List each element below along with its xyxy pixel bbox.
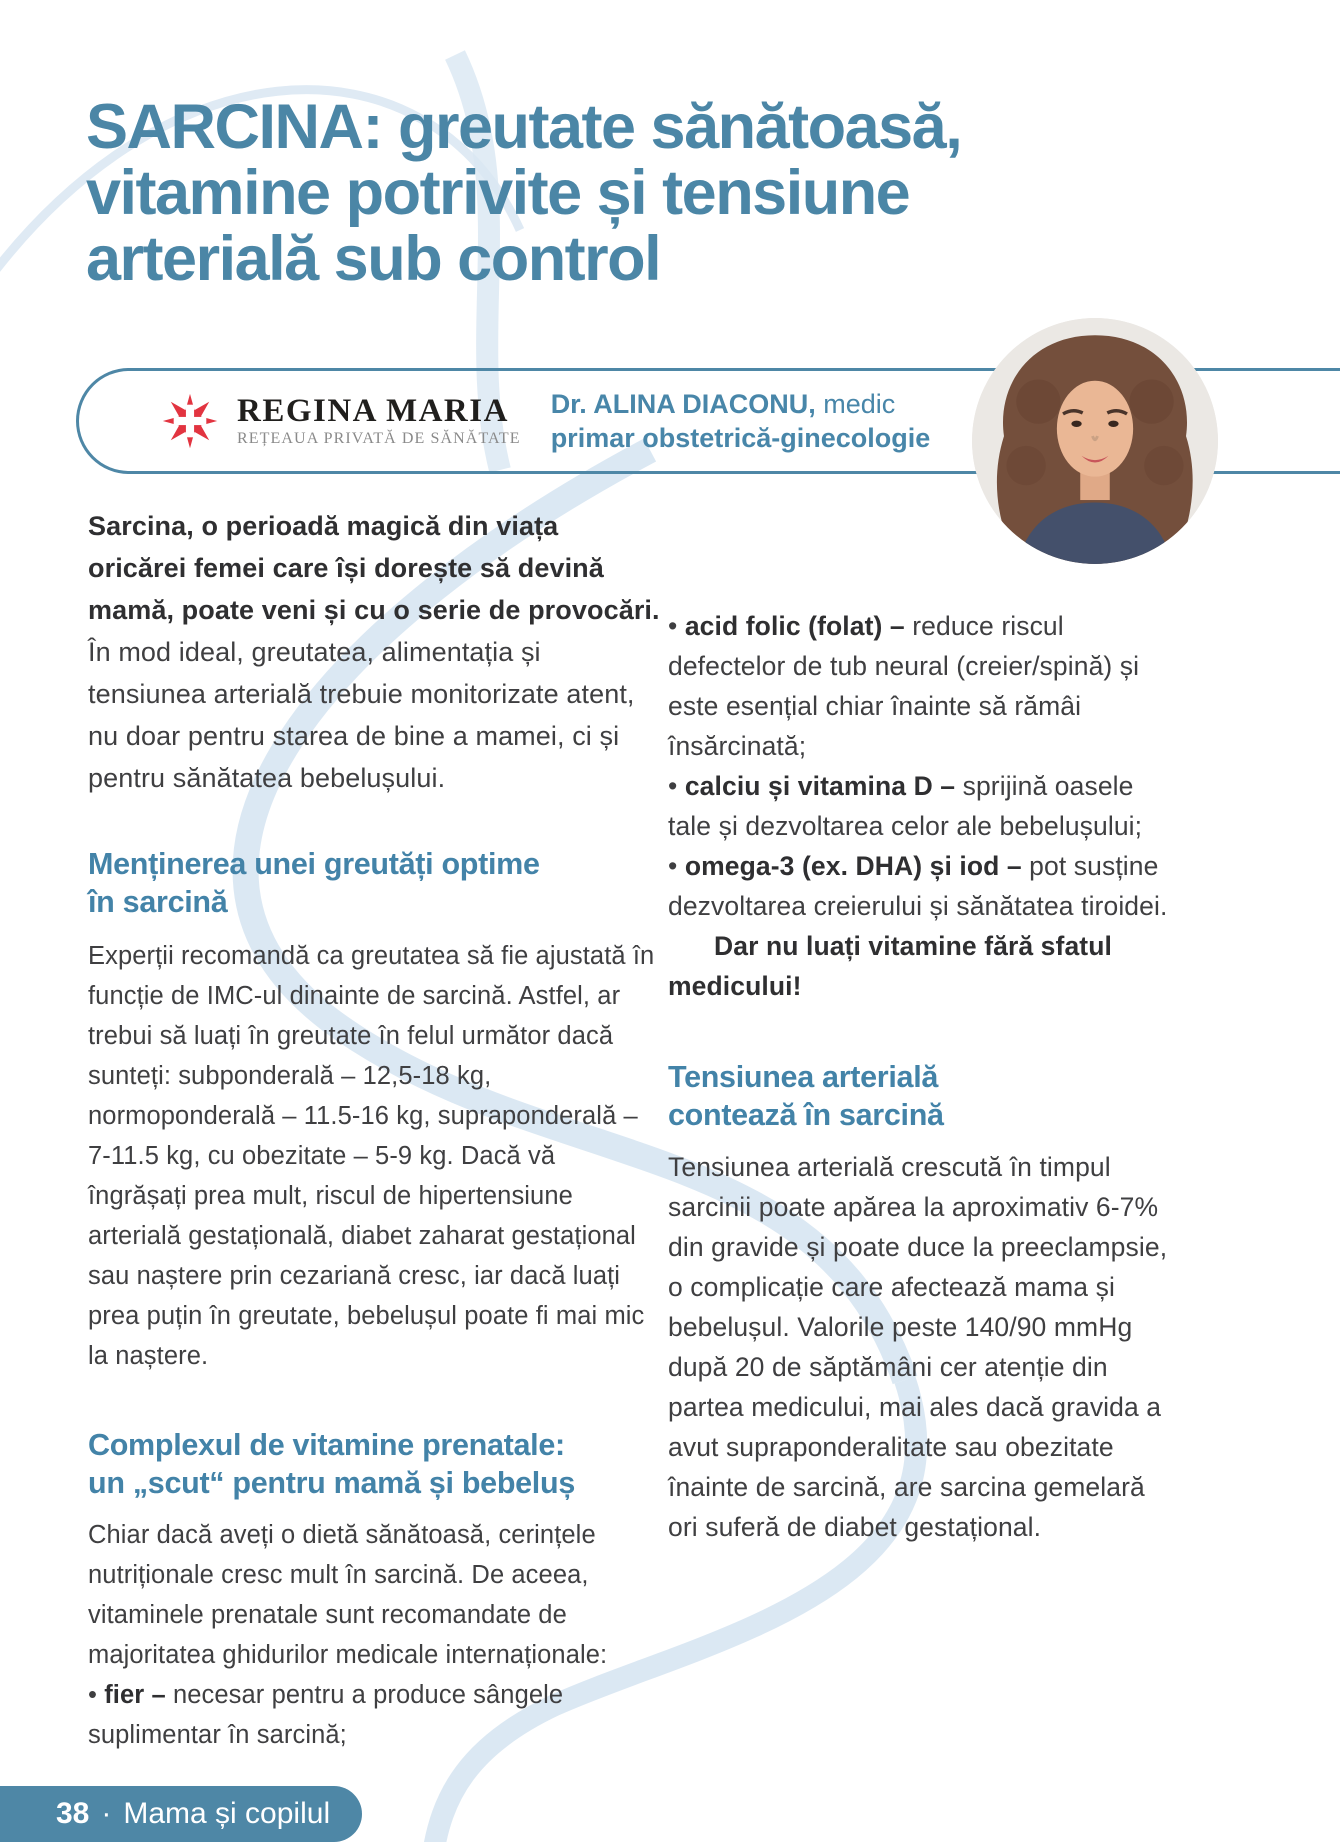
bullet-marker: • — [668, 851, 685, 881]
intro-paragraph — [88, 505, 660, 799]
regina-maria-logo — [161, 389, 521, 453]
page-number: 38 — [56, 1797, 90, 1830]
vitamin-warning: Dar nu luați vitamine fără sfatul medicului! — [668, 931, 1112, 1001]
bullet-acid-folic — [668, 606, 1173, 766]
paragraph-tensiune: Tensiunea arterială crescută în timpul sarcinii poate apărea la aproximativ 6-7% din gravide și poate duce la preeclampsie, o complicație care afectează mama și bebelușul. Valorile peste 140/90 mmHg după 20 de săptămâni cer atenție din partea medicului, mai ales dacă gravida a avut supraponderalitate sau obezitate înainte de sarcină, are sarcina gemelară ori suferă de diabet gestațional. — [668, 1152, 1168, 1542]
doctor-credit-line-2: primar obstetrică-ginecologie — [550, 423, 931, 453]
bullet-acid-folic-term: acid folic (folat) – — [684, 611, 905, 641]
page-title-line-2: vitamine potrivite și tensiune — [86, 158, 910, 228]
doctor-portrait-illustration — [972, 318, 1218, 564]
doctor-credit-line-1 — [551, 387, 931, 421]
bullet-acid-folic-text: reduce riscul defectelor de tub neural (creier/spină) și este esențial chiar înainte să rămâi însărcinată; — [668, 611, 1140, 761]
page-title — [86, 94, 961, 292]
regina-maria-star-icon — [161, 389, 219, 453]
bullet-fier-term: fier – — [104, 1681, 166, 1709]
section-heading-tensiune — [668, 1058, 1173, 1134]
regina-maria-logo-text — [237, 394, 521, 448]
section-heading-tensiune-line-2: contează în sarcină — [668, 1098, 944, 1132]
magazine-section-title: Mama și copilul — [123, 1797, 331, 1830]
intro-regular-text: În mod ideal, greutatea, alimentația și tensiunea arterială trebuie monitorizate atent, nu doar pentru starea de bine a mamei, ci și pentru sănătatea bebelușului. — [88, 637, 635, 793]
section-heading-greutate — [88, 845, 660, 921]
doctor-title-suffix: medic — [815, 389, 896, 419]
footer-separator: · — [101, 1797, 112, 1830]
bullet-calciu-text: sprijină oasele tale și dezvoltarea celor ale bebelușului; — [668, 771, 1143, 841]
regina-maria-logo-name: REGINA MARIA — [237, 393, 509, 429]
bullet-fier — [88, 1675, 660, 1755]
doctor-photo — [972, 318, 1218, 564]
paragraph-greutate: Experții recomandă ca greutatea să fie ajustată în funcție de IMC-ul dinainte de sarcină. Astfel, ar trebui să luați în greutate în felul următor dacă sunteți: subponderală – 12,5-18 kg, normoponderală – 11.5-16 kg, supraponderală – 7-11.5 kg, cu obezitate – 5-9 kg. Dacă vă îngrășați prea mult, riscul de hipertensiune arterială gestațională, diabet zaharat gestațional sau naștere prin cezariană cresc, iar dacă luați prea puțin în greutate, bebelușul poate fi mai mic la naștere. — [88, 942, 655, 1370]
section-heading-greutate-line-2: în sarcină — [88, 885, 228, 919]
bullet-omega3 — [668, 846, 1173, 926]
bullet-marker: • — [668, 611, 685, 641]
bullet-omega3-term: omega-3 (ex. DHA) și iod – — [684, 851, 1022, 881]
section-heading-tensiune-line-1: Tensiunea arterială — [668, 1060, 939, 1094]
section-heading-vitamine — [88, 1426, 660, 1502]
doctor-credit — [551, 387, 931, 455]
bullet-calciu — [668, 766, 1173, 846]
section-heading-greutate-line-1: Menținerea unei greutăți optime — [88, 847, 540, 881]
paragraph-vitamine: Chiar dacă aveți o dietă sănătoasă, cerințele nutriționale cresc mult în sarcină. De aceea, vitaminele prenatale sunt recomandate de majoritatea ghidurilor medicale internaționale: — [88, 1521, 608, 1669]
page-title-line-3: arterială sub control — [86, 224, 661, 294]
intro-bold-text: Sarcina, o perioadă magică din viața oricărei femei care își dorește să devină mamă, poate veni și cu o serie de provocări. — [88, 511, 660, 625]
bullet-fier-text: necesar pentru a produce sângele suplimentar în sarcină; — [88, 1681, 564, 1749]
page-title-line-1: SARCINA: greutate sănătoasă, — [86, 92, 962, 162]
right-column — [668, 606, 1173, 1547]
page-footer — [0, 1786, 362, 1842]
left-column — [88, 505, 660, 1755]
bullet-calciu-term: calciu și vitamina D – — [684, 771, 956, 801]
section-heading-vitamine-line-1: Complexul de vitamine prenatale: — [88, 1428, 565, 1462]
bullet-omega3-text: pot susține dezvoltarea creierului și sănătatea tiroidei. — [668, 851, 1168, 921]
regina-maria-logo-tagline: REȚEAUA PRIVATĂ DE SĂNĂTATE — [237, 430, 521, 447]
bullet-marker: • — [668, 771, 685, 801]
bullet-marker: • — [88, 1681, 105, 1709]
section-heading-vitamine-line-2: un „scut“ pentru mamă și bebeluș — [88, 1466, 575, 1500]
doctor-name: Dr. ALINA DIACONU, — [550, 389, 816, 419]
